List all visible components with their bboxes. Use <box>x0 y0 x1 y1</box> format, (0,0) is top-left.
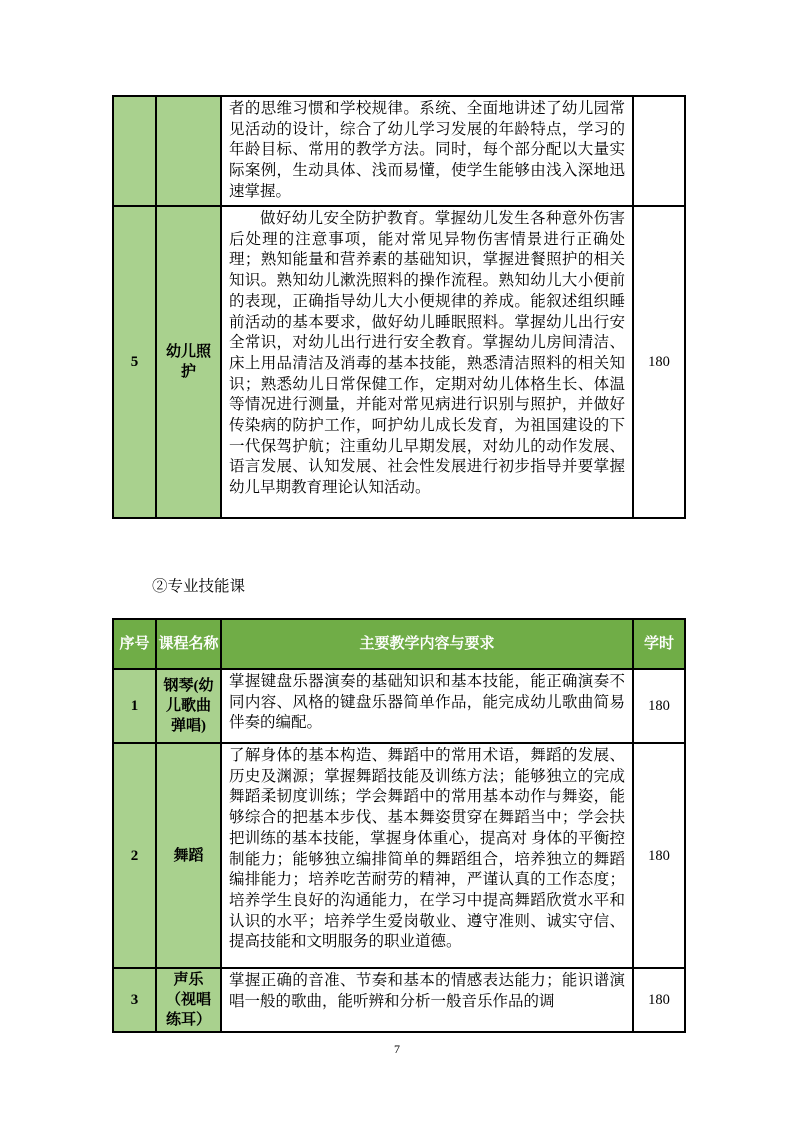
course-cell <box>156 206 221 518</box>
course-cell-empty <box>156 96 221 206</box>
course-content-text: 掌握正确的音准、节奏和基本的情感表达能力；能识谱演唱一般的歌曲，能听辨和分析一般音乐作品的调 <box>229 972 625 1010</box>
course-name: 声乐（视唱练耳） <box>165 972 211 1028</box>
skills-course-table <box>112 618 686 1033</box>
table-row <box>113 669 685 743</box>
header-content: 主要教学内容与要求 <box>221 619 633 669</box>
seq-number: 1 <box>130 698 139 714</box>
table-row <box>113 206 685 518</box>
course-name: 舞蹈 <box>173 847 204 864</box>
course-name: 钢琴(幼儿歌曲弹唱) <box>163 678 214 734</box>
course-cell <box>156 669 221 743</box>
table-header-row <box>113 619 685 669</box>
content-cell <box>221 206 633 518</box>
hours-value: 180 <box>648 698 670 714</box>
hours-value: 180 <box>648 992 670 1008</box>
seq-cell <box>113 968 156 1032</box>
course-table-continued <box>112 95 686 519</box>
hours-cell <box>633 743 685 968</box>
header-course: 课程名称 <box>156 619 221 669</box>
table-row <box>113 968 685 1032</box>
seq-cell <box>113 206 156 518</box>
section-heading: ②专业技能课 <box>152 578 246 595</box>
hours-value: 180 <box>648 847 670 864</box>
course-content-text: 者的思维习惯和学校规律。系统、全面地讲述了幼儿园常见活动的设计，综合了幼儿学习发展的年龄特点，学习的年龄目标、常用的教学方法。同时，每个部分配以大量实际案例，生动具体、浅而易懂，使学生能够由浅入深地迅速掌握。 <box>229 100 625 200</box>
content-cell <box>221 669 633 743</box>
seq-cell-empty <box>113 96 156 206</box>
course-content-text: 了解身体的基本构造、舞蹈中的常用术语，舞蹈的发展、历史及渊源；掌握舞蹈技能及训练方法；能够独立的完成舞蹈柔韧度训练；学会舞蹈中的常用基本动作与舞姿，能够综合的把基本步伐、基本舞姿贯穿在舞蹈当中；学会扶把训练的基本技能，掌握身体重心，提高对 身体的平衡控制能力；能够独立编排简单的舞蹈组合，培养独立的舞蹈编排能力；培养吃苦耐劳的精神，严谨认真的工作态度；培养学生良好的沟通能力，在学习中提高舞蹈欣赏水平和认识的水平；培养学生爱岗敬业、遵守准则、诚实守信、提高技能和文明服务的职业道德。 <box>229 747 625 951</box>
seq-number: 5 <box>130 354 139 370</box>
header-hours: 学时 <box>633 619 685 669</box>
content-cell <box>221 96 633 206</box>
header-seq: 序号 <box>113 619 156 669</box>
table-row <box>113 743 685 968</box>
course-content-text: 掌握键盘乐器演奏的基础知识和基本技能，能正确演奏不同内容、风格的键盘乐器简单作品，能完成幼儿歌曲简易伴奏的编配。 <box>229 673 625 732</box>
seq-number: 2 <box>130 847 139 864</box>
content-cell <box>221 743 633 968</box>
hours-cell <box>633 669 685 743</box>
hours-value: 180 <box>648 354 670 370</box>
hours-cell <box>633 968 685 1032</box>
page-number: 7 <box>394 1042 400 1056</box>
course-name: 幼儿照护 <box>165 344 211 380</box>
course-cell <box>156 743 221 968</box>
seq-number: 3 <box>130 992 139 1008</box>
seq-cell <box>113 743 156 968</box>
course-content-text: 做好幼儿安全防护教育。掌握幼儿发生各种意外伤害后处理的注意事项，能对常见异物伤害情景进行正确处理；熟知能量和营养素的基础知识，掌握进餐照护的相关知识。熟知幼儿漱洗照料的操作流程。熟知幼儿大小便前的表现，正确指导幼儿大小便规律的养成。能叙述组织睡前活动的基本要求，做好幼儿睡眠照料。掌握幼儿出行安全常识，对幼儿出行进行安全教育。掌握幼儿房间清洁、床上用品清洁及消毒的基本技能，熟悉清洁照料的相关知识；熟悉幼儿日常保健工作，定期对幼儿体格生长、体温等情况进行测量，并能对常见病进行识别与照护，并做好传染病的防护工作，呵护幼儿成长发育，为祖国建设的下一代保驾护航；注重幼儿早期发展，对幼儿的动作发展、语言发展、认知发展、社会性发展进行初步指导并要掌握幼儿早期教育理论认知活动。 <box>229 210 625 497</box>
seq-cell <box>113 669 156 743</box>
hours-cell-empty <box>633 96 685 206</box>
course-cell <box>156 968 221 1032</box>
content-cell <box>221 968 633 1032</box>
hours-cell <box>633 206 685 518</box>
table-row <box>113 96 685 206</box>
